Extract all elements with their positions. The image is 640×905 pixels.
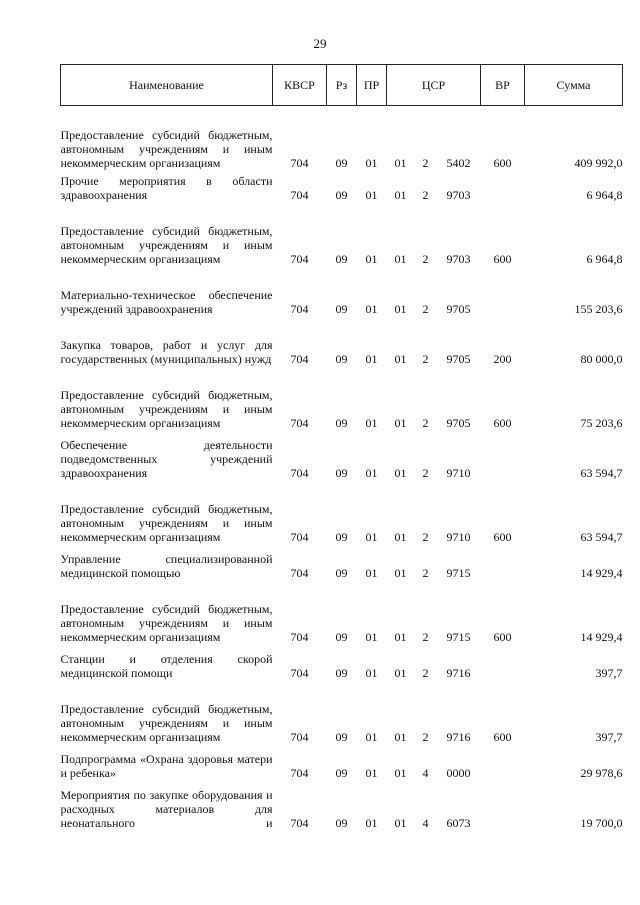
row-kvsr: 704 [290, 187, 309, 202]
table-row [61, 780, 623, 830]
row-pr: 01 [365, 665, 378, 680]
row-csr2: 2 [422, 665, 429, 680]
row-rz: 09 [335, 251, 348, 266]
row-pr: 01 [365, 629, 378, 644]
table-row [61, 480, 623, 544]
row-rz: 09 [335, 529, 348, 544]
row-pr: 01 [365, 301, 378, 316]
row-sum: 80 000,0 [580, 351, 623, 366]
row-sum: 397,7 [595, 665, 623, 680]
row-kvsr: 704 [290, 815, 309, 830]
row-csr1: 01 [394, 765, 407, 780]
table-row [61, 266, 623, 316]
row-csr3: 5402 [446, 155, 471, 170]
header-rz: Рз [327, 65, 357, 106]
row-name: Прочие мероприятия в области здравоохранения [60, 173, 273, 202]
row-vr [481, 780, 525, 830]
row-csr2: 2 [422, 155, 429, 170]
row-csr3: 9710 [446, 465, 471, 480]
row-kvsr: 704 [290, 765, 309, 780]
row-csr1: 01 [394, 187, 407, 202]
row-name: Закупка товаров, работ и услуг для государственных (муниципальных) нужд [60, 337, 273, 366]
row-name: Материально-техническое обеспечение учреждений здравоохранения [60, 287, 273, 316]
row-name: Мероприятия по закупке оборудования и расходных материалов для неонатального и [60, 787, 273, 830]
row-name: Подпрограмма «Охрана здоровья матери и ребенка» [60, 751, 273, 780]
row-kvsr: 704 [290, 465, 309, 480]
row-rz: 09 [335, 187, 348, 202]
row-pr: 01 [365, 529, 378, 544]
row-csr1: 01 [394, 301, 407, 316]
header-vr: ВР [481, 65, 525, 106]
row-rz: 09 [335, 729, 348, 744]
row-rz: 09 [335, 301, 348, 316]
row-csr3: 0000 [446, 765, 471, 780]
row-kvsr: 704 [290, 665, 309, 680]
row-csr1: 01 [394, 155, 407, 170]
row-csr1: 01 [394, 465, 407, 480]
row-vr [481, 544, 525, 580]
row-pr: 01 [365, 815, 378, 830]
row-name: Обеспечение деятельности подведомственных учреждений здравоохранения [60, 437, 273, 480]
header-pr: ПР [357, 65, 387, 106]
row-csr1: 01 [394, 251, 407, 266]
row-pr: 01 [365, 251, 378, 266]
row-kvsr: 704 [290, 529, 309, 544]
row-vr [481, 170, 525, 202]
row-rz: 09 [335, 665, 348, 680]
row-pr: 01 [365, 565, 378, 580]
row-sum: 63 594,7 [580, 529, 623, 544]
row-name: Управление специализированной медицинской помощью [60, 551, 273, 580]
row-vr: 600 [493, 251, 512, 266]
row-name: Предоставление субсидий бюджетным, автономным учреждениям и иным некоммерческим организациям [60, 601, 273, 644]
table-row [61, 580, 623, 644]
row-csr1: 01 [394, 351, 407, 366]
row-kvsr: 704 [290, 415, 309, 430]
table-row [61, 316, 623, 366]
row-vr [481, 266, 525, 316]
budget-table [60, 64, 623, 830]
row-csr2: 2 [422, 187, 429, 202]
row-csr3: 9716 [446, 665, 471, 680]
page-number: 29 [313, 36, 327, 51]
row-csr2: 2 [422, 529, 429, 544]
row-kvsr: 704 [290, 565, 309, 580]
row-name: Предоставление субсидий бюджетным, автономным учреждениям и иным некоммерческим организациям [60, 387, 273, 430]
table-row [61, 644, 623, 680]
row-csr3: 9715 [446, 629, 471, 644]
row-csr3: 9710 [446, 529, 471, 544]
header-name: Наименование [61, 65, 273, 106]
row-name: Предоставление субсидий бюджетным, автономным учреждениям и иным некоммерческим организациям [60, 223, 273, 266]
row-csr3: 6073 [446, 815, 471, 830]
row-csr1: 01 [394, 815, 407, 830]
row-kvsr: 704 [290, 729, 309, 744]
table-row [61, 106, 623, 170]
row-name: Станции и отделения скорой медицинской помощи [60, 651, 273, 680]
row-kvsr: 704 [290, 251, 309, 266]
row-sum: 14 929,4 [580, 629, 623, 644]
row-pr: 01 [365, 187, 378, 202]
row-name: Предоставление субсидий бюджетным, автономным учреждениям и иным некоммерческим организациям [60, 127, 273, 170]
row-csr2: 2 [422, 729, 429, 744]
row-vr: 600 [493, 529, 512, 544]
row-csr3: 9703 [446, 251, 471, 266]
row-csr1: 01 [394, 565, 407, 580]
row-csr2: 4 [422, 765, 429, 780]
row-vr: 600 [493, 729, 512, 744]
row-pr: 01 [365, 155, 378, 170]
row-vr [481, 430, 525, 480]
row-sum: 6 964,8 [586, 187, 623, 202]
row-vr [481, 644, 525, 680]
row-vr [481, 744, 525, 780]
row-sum: 14 929,4 [580, 565, 623, 580]
row-sum: 155 203,6 [574, 301, 623, 316]
row-csr1: 01 [394, 415, 407, 430]
row-vr: 600 [493, 155, 512, 170]
row-kvsr: 704 [290, 629, 309, 644]
row-sum: 19 700,0 [580, 815, 623, 830]
row-csr3: 9705 [446, 415, 471, 430]
row-vr: 200 [493, 351, 512, 366]
table-header-row [61, 65, 623, 106]
table-row [61, 680, 623, 744]
row-csr2: 2 [422, 301, 429, 316]
row-rz: 09 [335, 351, 348, 366]
row-csr3: 9715 [446, 565, 471, 580]
header-kvsr: КВСР [273, 65, 327, 106]
row-csr2: 4 [422, 815, 429, 830]
row-kvsr: 704 [290, 155, 309, 170]
row-vr: 600 [493, 629, 512, 644]
row-csr2: 2 [422, 565, 429, 580]
row-sum: 63 594,7 [580, 465, 623, 480]
table-row [61, 170, 623, 202]
row-rz: 09 [335, 465, 348, 480]
row-csr1: 01 [394, 529, 407, 544]
row-sum: 397,7 [595, 729, 623, 744]
row-vr: 600 [493, 415, 512, 430]
table-row [61, 202, 623, 266]
row-pr: 01 [365, 351, 378, 366]
row-csr3: 9716 [446, 729, 471, 744]
row-csr2: 2 [422, 465, 429, 480]
row-rz: 09 [335, 815, 348, 830]
row-csr1: 01 [394, 629, 407, 644]
row-sum: 75 203,6 [580, 415, 623, 430]
row-rz: 09 [335, 629, 348, 644]
row-rz: 09 [335, 565, 348, 580]
row-sum: 409 992,0 [574, 155, 623, 170]
row-pr: 01 [365, 729, 378, 744]
table-row [61, 430, 623, 480]
row-rz: 09 [335, 415, 348, 430]
row-pr: 01 [365, 465, 378, 480]
row-csr2: 2 [422, 351, 429, 366]
row-name: Предоставление субсидий бюджетным, автономным учреждениям и иным некоммерческим организациям [60, 501, 273, 544]
row-rz: 09 [335, 765, 348, 780]
row-pr: 01 [365, 765, 378, 780]
header-sum: Сумма [525, 65, 623, 106]
row-csr3: 9705 [446, 351, 471, 366]
row-csr1: 01 [394, 729, 407, 744]
row-csr3: 9703 [446, 187, 471, 202]
table-row [61, 744, 623, 780]
table-row [61, 366, 623, 430]
row-kvsr: 704 [290, 301, 309, 316]
row-pr: 01 [365, 415, 378, 430]
row-sum: 6 964,8 [586, 251, 623, 266]
table-row [61, 544, 623, 580]
row-csr3: 9705 [446, 301, 471, 316]
row-kvsr: 704 [290, 351, 309, 366]
row-csr1: 01 [394, 665, 407, 680]
row-csr2: 2 [422, 415, 429, 430]
row-sum: 29 978,6 [580, 765, 623, 780]
row-name: Предоставление субсидий бюджетным, автономным учреждениям и иным некоммерческим организациям [60, 701, 273, 744]
row-csr2: 2 [422, 629, 429, 644]
row-csr2: 2 [422, 251, 429, 266]
header-csr: ЦСР [387, 65, 481, 106]
row-rz: 09 [335, 155, 348, 170]
